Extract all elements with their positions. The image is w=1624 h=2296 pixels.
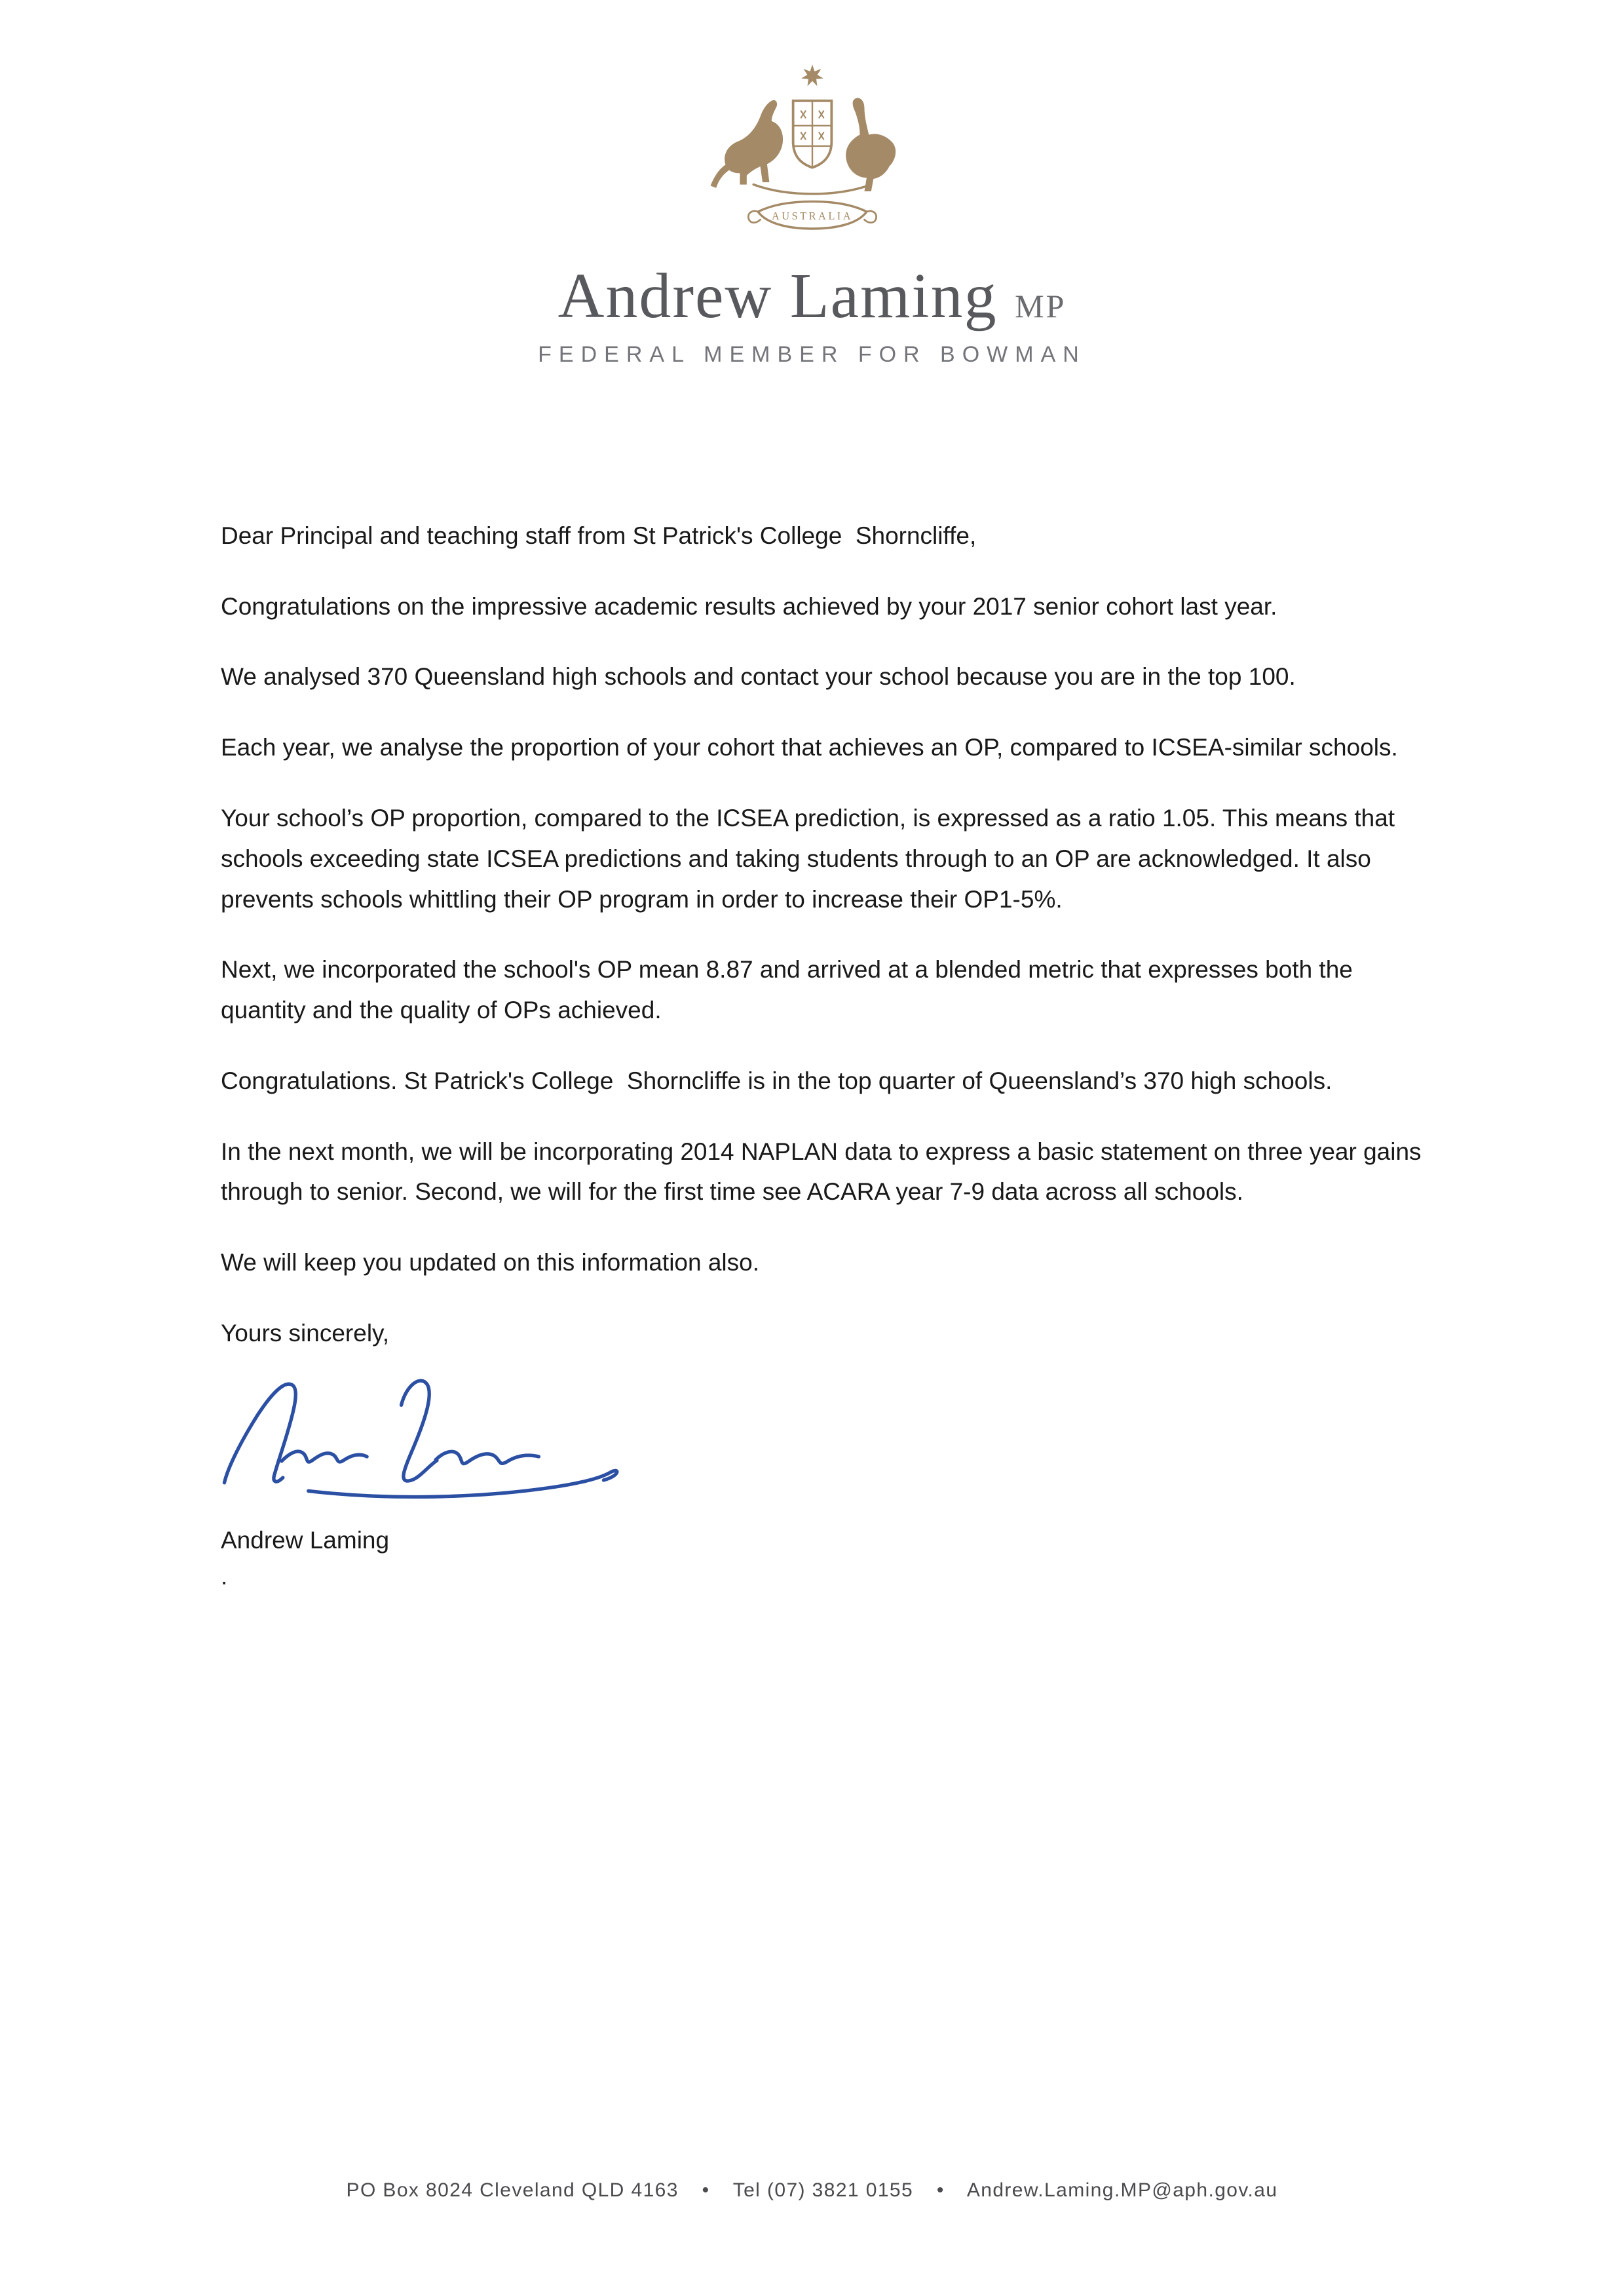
signature-ink xyxy=(224,1381,616,1497)
kangaroo-tail xyxy=(710,162,733,188)
paragraph-2: We analysed 370 Queensland high schools and contact your school because you are in the top 100. xyxy=(221,663,1296,691)
kangaroo-silhouette xyxy=(725,100,783,185)
member-name-text: Andrew Laming xyxy=(557,261,998,332)
signature-stroke-ndrew xyxy=(282,1451,367,1462)
commonwealth-star xyxy=(801,65,823,86)
handwritten-signature xyxy=(213,1364,1437,1504)
paragraph-7: In the next month, we will be incorporating 2014 NAPLAN data to express a basic statement on three year gains through to senior. Second, we will for the first time see ACARA year 7-9 data across all schools. xyxy=(221,1138,1422,1206)
ground-flourish xyxy=(753,185,871,194)
paragraph-1: Congratulations on the impressive academic results achieved by your 2017 senior cohort last year. xyxy=(221,592,1277,620)
paragraph-4: Your school’s OP proportion, compared to the ICSEA prediction, is expressed as a ratio 1.05. This means that schools exceeding state ICSEA predictions and taking students through to an OP are acknowledged. It also prevents schools whittling their OP program in order to increase their OP1-5%. xyxy=(221,805,1395,913)
signature-stroke-aming xyxy=(436,1451,538,1463)
trailing-period: . xyxy=(221,1562,228,1590)
paragraph-5: Next, we incorporated the school's OP mean 8.87 and arrived at a blended metric that expresses both the quantity and the quality of OPs achieved. xyxy=(221,956,1353,1024)
member-title-suffix: MP xyxy=(1015,288,1067,324)
footer-phone: Tel (07) 3821 0155 xyxy=(732,2179,914,2201)
australian-coat-of-arms-icon xyxy=(688,58,937,250)
closing: Yours sincerely, xyxy=(221,1320,390,1347)
footer-po-box: PO Box 8024 Cleveland QLD 4163 xyxy=(346,2179,679,2201)
signature-underline-flourish xyxy=(309,1470,617,1497)
paragraph-8: We will keep you updated on this information also. xyxy=(221,1249,760,1276)
crest-fills xyxy=(710,65,896,191)
footer-email: Andrew.Laming.MP@aph.gov.au xyxy=(966,2179,1278,2201)
emu-silhouette xyxy=(846,98,896,191)
footer-bullet-1: • xyxy=(702,2179,710,2201)
footer-bullet-2: • xyxy=(936,2179,945,2201)
crest-banner-text: AUSTRALIA xyxy=(771,210,853,223)
letterhead xyxy=(0,0,1624,368)
signature-stroke-L xyxy=(402,1381,437,1481)
paragraph-6: Congratulations. St Patrick's College Shorncliffe is in the top quarter of Queensland’s 370 high schools. xyxy=(221,1067,1332,1094)
paragraph-3: Each year, we analyse the proportion of your cohort that achieves an OP, compared to ICSEA-similar schools. xyxy=(221,734,1398,761)
member-name xyxy=(0,263,1624,330)
footer-contact-line xyxy=(0,2179,1624,2202)
salutation: Dear Principal and teaching staff from St Patrick's College Shorncliffe, xyxy=(221,522,977,549)
letter-body xyxy=(0,368,1624,1590)
signature-stroke-a xyxy=(224,1384,295,1483)
member-subtitle: FEDERAL MEMBER FOR BOWMAN xyxy=(538,341,1086,367)
typed-signatory-name: Andrew Laming xyxy=(221,1526,390,1554)
